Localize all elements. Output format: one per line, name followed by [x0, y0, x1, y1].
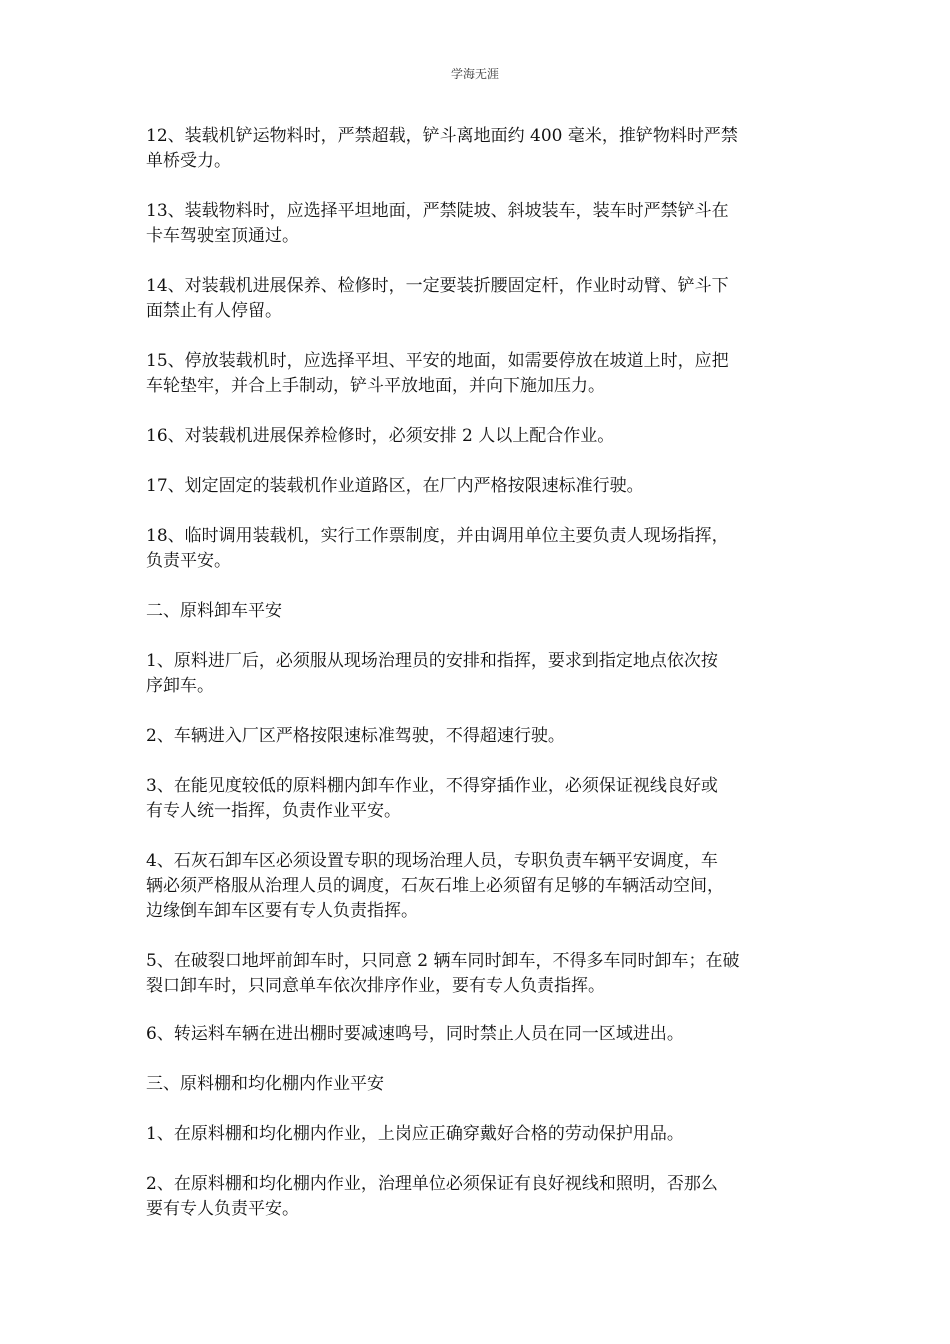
text-line: 辆必须严格服从治理人员的调度，石灰石堆上必须留有足够的车辆活动空间，: [146, 876, 724, 896]
text-line: 14、对装载机进展保养、检修时，一定要装折腰固定杆，作业时动臂、铲斗下: [146, 276, 729, 296]
paragraph-s3-2: [146, 1172, 808, 1222]
text-line: 18、临时调用装载机，实行工作票制度，并由调用单位主要负责人现场指挥，: [146, 526, 729, 546]
text-line: 边缘倒车卸车区要有专人负责指挥。: [146, 901, 418, 921]
paragraph-s2-3: [146, 774, 808, 824]
text-line: 15、停放装载机时，应选择平坦、平安的地面，如需要停放在坡道上时，应把: [146, 351, 729, 371]
text-line: 16、对装载机进展保养检修时，必须安排 2 人以上配合作业。: [146, 426, 615, 446]
text-line: 5、在破裂口地坪前卸车时，只同意 2 辆车同时卸车，不得多车同时卸车；在破: [146, 951, 740, 971]
section-heading-2: [146, 599, 808, 624]
paragraph-18: [146, 524, 808, 574]
text-line: 面禁止有人停留。: [146, 301, 282, 321]
text-line: 1、在原料棚和均化棚内作业，上岗应正确穿戴好合格的劳动保护用品。: [146, 1124, 684, 1144]
paragraph-s2-5: [146, 949, 808, 999]
text-line: 6、转运料车辆在进出棚时要减速鸣号，同时禁止人员在同一区域进出。: [146, 1024, 684, 1044]
text-line: 要有专人负责平安。: [146, 1199, 299, 1219]
text-line: 4、石灰石卸车区必须设置专职的现场治理人员，专职负责车辆平安调度，车: [146, 851, 718, 871]
section-heading: 三、原料棚和均化棚内作业平安: [146, 1074, 384, 1094]
paragraph-s2-2: [146, 724, 808, 749]
text-line: 2、在原料棚和均化棚内作业，治理单位必须保证有良好视线和照明，否那么: [146, 1174, 718, 1194]
paragraph-17: [146, 474, 808, 499]
paragraph-13: [146, 199, 808, 249]
paragraph-s3-1: [146, 1122, 808, 1147]
text-line: 3、在能见度较低的原料棚内卸车作业，不得穿插作业，必须保证视线良好或: [146, 776, 718, 796]
text-line: 2、车辆进入厂区严格按限速标准驾驶，不得超速行驶。: [146, 726, 565, 746]
paragraph-12: [146, 124, 808, 174]
paragraph-14: [146, 274, 808, 324]
section-heading: 二、原料卸车平安: [146, 601, 282, 621]
text-line: 卡车驾驶室顶通过。: [146, 226, 299, 246]
text-line: 车轮垫牢，并合上手制动，铲斗平放地面，并向下施加压力。: [146, 376, 605, 396]
text-line: 12、装载机铲运物料时，严禁超载，铲斗离地面约 400 毫米，推铲物料时严禁: [146, 126, 738, 146]
text-line: 13、装载物料时，应选择平坦地面，严禁陡坡、斜坡装车，装车时严禁铲斗在: [146, 201, 729, 221]
paragraph-16: [146, 424, 808, 449]
section-heading-3: [146, 1072, 808, 1097]
paragraph-15: [146, 349, 808, 399]
text-line: 1、原料进厂后，必须服从现场治理员的安排和指挥，要求到指定地点依次按: [146, 651, 718, 671]
text-line: 17、划定固定的装载机作业道路区，在厂内严格按限速标准行驶。: [146, 476, 644, 496]
text-line: 负责平安。: [146, 551, 231, 571]
page-header: 学海无涯: [450, 67, 499, 81]
paragraph-s2-1: [146, 649, 808, 699]
paragraph-s2-4: [146, 849, 808, 924]
text-line: 单桥受力。: [146, 151, 231, 171]
text-line: 序卸车。: [146, 676, 214, 696]
text-line: 有专人统一指挥，负责作业平安。: [146, 801, 401, 821]
paragraph-s2-6: [146, 1022, 808, 1047]
text-line: 裂口卸车时，只同意单车依次排序作业，要有专人负责指挥。: [146, 976, 605, 996]
